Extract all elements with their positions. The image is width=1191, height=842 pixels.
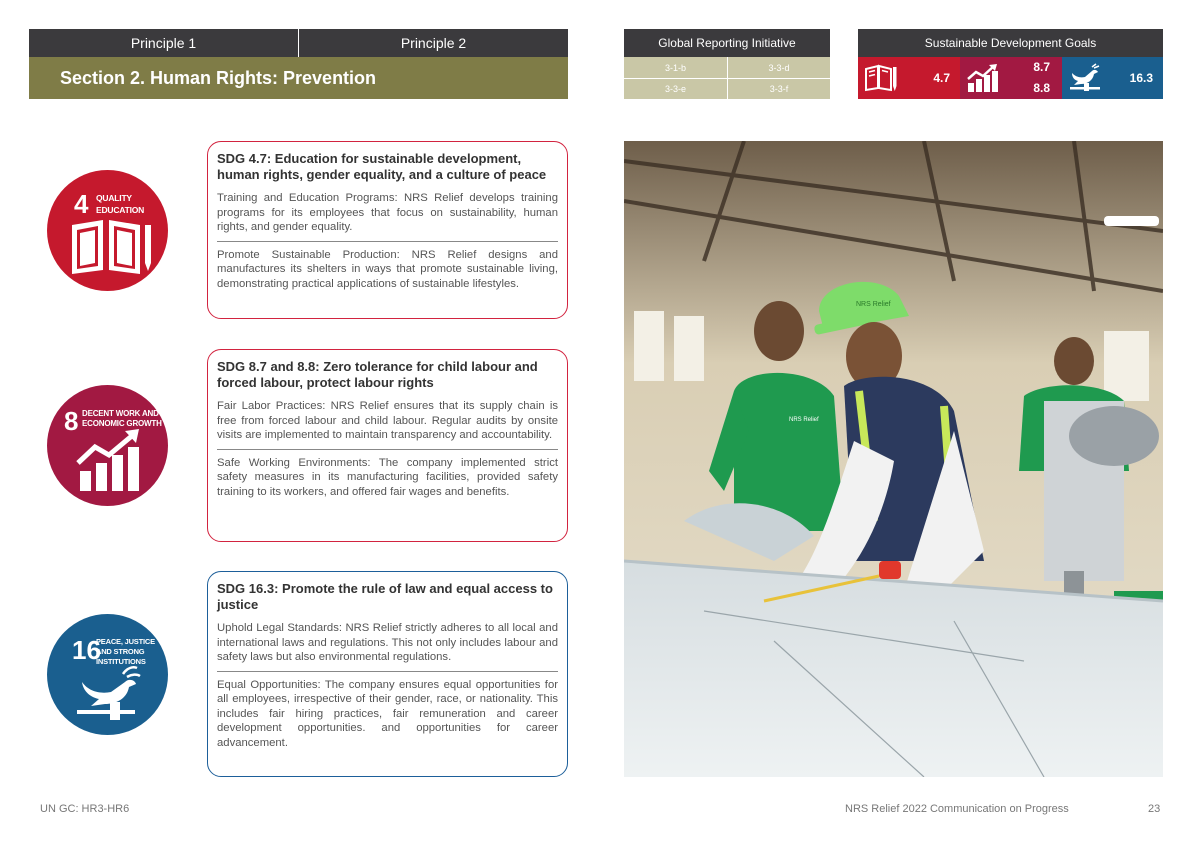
workshop-scene-illustration [624, 141, 1163, 777]
sdg-16-3-card [207, 571, 568, 777]
dove-gavel-icon [47, 614, 168, 735]
sdg-number: 16 [72, 635, 101, 665]
sdg-block-decent-work [960, 57, 1062, 99]
sdg-8-decent-work-badge [47, 385, 168, 506]
sdg-number: 4 [74, 189, 89, 219]
divider [217, 241, 558, 242]
divider [217, 671, 558, 672]
shirt-logo-text: NRS Relief [789, 417, 819, 423]
sdg-title-line: EDUCATION [96, 205, 145, 215]
sdg-4-quality-education-badge [47, 170, 168, 291]
card-paragraph: Safe Working Environments: The company implemented strict safety measures in its manufacturing facilities, provided safety training to its workers, and offered fair wages and benefits. [217, 456, 558, 498]
sdg-title-line: QUALITY [96, 193, 132, 203]
sdg-title-line: DECENT WORK AND [82, 409, 159, 418]
dove-gavel-icon [1068, 63, 1102, 93]
card-paragraph: Fair Labor Practices: NRS Relief ensures that its supply chain is free from forced labour and child labour. Regular audits by onsite visits are implemented to maintain transparency and accountability. [217, 400, 558, 441]
gri-code: 3-3-d [727, 57, 830, 78]
principle-2-label: Principle 2 [298, 29, 568, 57]
sdg-target-8-7: 8.7 [1033, 60, 1050, 74]
book-pencil-icon [864, 63, 898, 93]
sdg-title-line: INSTITUTIONS [96, 657, 146, 666]
gri-code: 3-3-f [727, 78, 830, 99]
principle-bar [29, 29, 568, 57]
sdg-target-8-8: 8.8 [1033, 81, 1050, 95]
gri-title: Global Reporting Initiative [624, 29, 830, 57]
card-paragraph: Training and Education Programs: NRS Relief develops training programs for its employees that focus on sustainability, human rights, and gender equality. [217, 192, 558, 233]
page-number: 23 [1148, 803, 1161, 815]
sdg-title-line: ECONOMIC GROWTH [82, 419, 162, 428]
growth-chart-icon [966, 63, 1000, 93]
sdg-target-4-7: 4.7 [933, 71, 950, 85]
cap-logo-text: NRS Relief [856, 301, 891, 308]
sdg-16-peace-justice-badge [47, 614, 168, 735]
footer-report-title: NRS Relief 2022 Communication on Progress [845, 803, 1069, 815]
card-paragraph: Equal Opportunities: The company ensures equal opportunities for all employees, irrespective of their gender, race, or nationality. This includes fair hiring practices, fair remuneration and career development opportunities. and opportunities for career advancement. [217, 678, 558, 749]
sdg-header-title: Sustainable Development Goals [858, 29, 1163, 57]
sdg-target-row [858, 57, 1163, 99]
card-heading: SDG 8.7 and 8.8: Zero tolerance for child labour and forced labour, protect labour rights [217, 359, 538, 390]
factory-workers-photo [624, 141, 1163, 777]
divider [217, 449, 558, 450]
card-paragraph: Promote Sustainable Production: NRS Relief designs and manufactures its shelters in ways that promote sustainable living, demonstrating practical applications of sustainable lifestyles. [217, 248, 558, 290]
section-title: Section 2. Human Rights: Prevention [29, 57, 568, 99]
growth-chart-icon [47, 385, 168, 506]
sdg-title-line: PEACE, JUSTICE [96, 637, 155, 646]
sdg-4-7-card [207, 141, 568, 319]
gri-code: 3-3-e [624, 78, 727, 99]
sdg-title-line: AND STRONG [96, 647, 145, 656]
open-book-icon [47, 170, 168, 291]
sdg-block-peace [1062, 57, 1163, 99]
gri-code: 3-1-b [664, 62, 686, 73]
sdg-block-education [858, 57, 960, 99]
card-paragraph: Uphold Legal Standards: NRS Relief strictly adheres to all local and international laws and regulations. This not only includes labour and safety laws but also environmental regulations. [217, 622, 558, 663]
footer-gc-reference: UN GC: HR3-HR6 [40, 803, 130, 815]
sdg-target-16-3: 16.3 [1129, 71, 1153, 85]
sdg-number: 8 [64, 406, 79, 436]
gri-codes-grid [624, 57, 830, 99]
card-heading: SDG 4.7: Education for sustainable development, human rights, gender equality, and a culture of peace [217, 151, 547, 182]
principle-1-label: Principle 1 [130, 35, 197, 51]
card-heading: SDG 16.3: Promote the rule of law and equal access to justice [217, 581, 553, 612]
sdg-8-7-card [207, 349, 568, 542]
